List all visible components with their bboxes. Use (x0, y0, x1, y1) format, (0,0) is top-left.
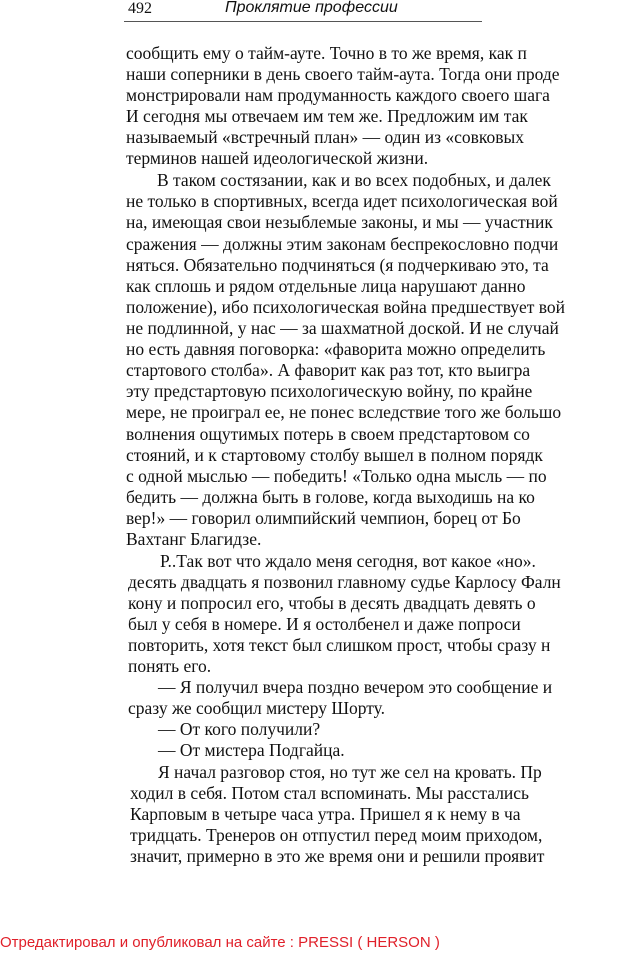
page-number: 492 (128, 0, 152, 17)
text-line: Я начал разговор стоя, но тут же сел на кровать. Пр (158, 762, 542, 782)
text-line: бедить — должна быть в голове, когда выходишь на ко (126, 487, 535, 507)
text-line: монстрировали нам продуманность каждого своего шага (126, 85, 550, 105)
text-line: с одной мыслью — победить! «Только одна мысль — по (126, 466, 547, 486)
text-line: терминов нашей идеологической жизни. (126, 148, 429, 168)
text-line: наши соперники в день своего тайм-аута. Тогда они проде (126, 64, 560, 84)
text-line: — От кого получили? (158, 719, 321, 739)
text-line: но есть давняя поговорка: «фаворита можно определить (126, 339, 546, 359)
text-line: мере, не проиграл ее, не понес вследствие того же большо (126, 402, 562, 422)
text-line: десять двадцать я позвонил главному судье Карлосу Фалн (128, 572, 561, 592)
text-line: — Я получил вчера поздно вечером это сообщение и (158, 677, 553, 697)
running-title: Проклятие профессии (225, 0, 398, 16)
text-line: не только в спортивных, всегда идет психологическая вой (126, 191, 558, 211)
text-line: как сплошь и рядом отдельные лица нарушают данно (126, 276, 526, 296)
text-line: ходил в себя. Потом стал вспоминать. Мы расстались (130, 783, 530, 803)
text-line: на, имеющая свои незыблемые законы, и мы — участник (126, 212, 553, 232)
text-line: называемый «встречный план» — один из «совковых (126, 127, 525, 147)
text-line: значит, примерно в это же время они и решили проявит (130, 846, 545, 866)
text-line: стартового столба». А фаворит как раз тот, кто выигра (126, 360, 531, 380)
text-line: В таком состязании, как и во всех подобных, и далек (157, 170, 551, 190)
text-line: И сегодня мы отвечаем им тем же. Предложим им так (126, 106, 528, 126)
text-line: был у себя в номере. И я остолбенел и даже попроси (128, 614, 521, 634)
text-line: сообщить ему о тайм-ауте. Точно в то же время, как п (126, 43, 527, 63)
text-line: волнения ощутимых потерь в своем предстартовом со (126, 424, 530, 444)
text-line: понять его. (128, 656, 212, 676)
text-line: кону и попросил его, чтобы в десять двадцать девять о (128, 593, 536, 613)
text-line: эту предстартовую психологическую войну, по крайне (126, 381, 533, 401)
text-line: сражения — должны этим законам беспрекословно подчи (126, 234, 559, 254)
text-line: Р..Так вот что ждало меня сегодня, вот какое «но». (160, 551, 536, 571)
text-line: Вахтанг Благидзе. (126, 529, 262, 549)
text-line: повторить, хотя текст был слишком прост, чтобы сразу н (128, 635, 551, 655)
footer-credit: Отредактировал и опубликовал на сайте : PRESSI ( HERSON ) (0, 934, 440, 951)
text-line: положение), ибо психологическая война предшествует вой (126, 297, 566, 317)
text-line: — От мистера Подгайца. (158, 740, 345, 760)
text-line: не подлинной, у нас — за шахматной доской. И не случай (126, 318, 559, 338)
text-line: Карповым в четыре часа утра. Пришел я к нему в ча (130, 804, 521, 824)
text-line: вер!» — говорил олимпийский чемпион, борец от Бо (126, 508, 521, 528)
text-line: няться. Обязательно подчиняться (я подчеркиваю это, та (126, 255, 549, 275)
text-line: тридцать. Тренеров он отпустил перед моим приходом, (130, 825, 543, 845)
text-line: сразу же сообщил мистеру Шорту. (128, 698, 386, 718)
text-line: стояний, и к стартовому столбу вышел в полном порядк (126, 445, 543, 465)
